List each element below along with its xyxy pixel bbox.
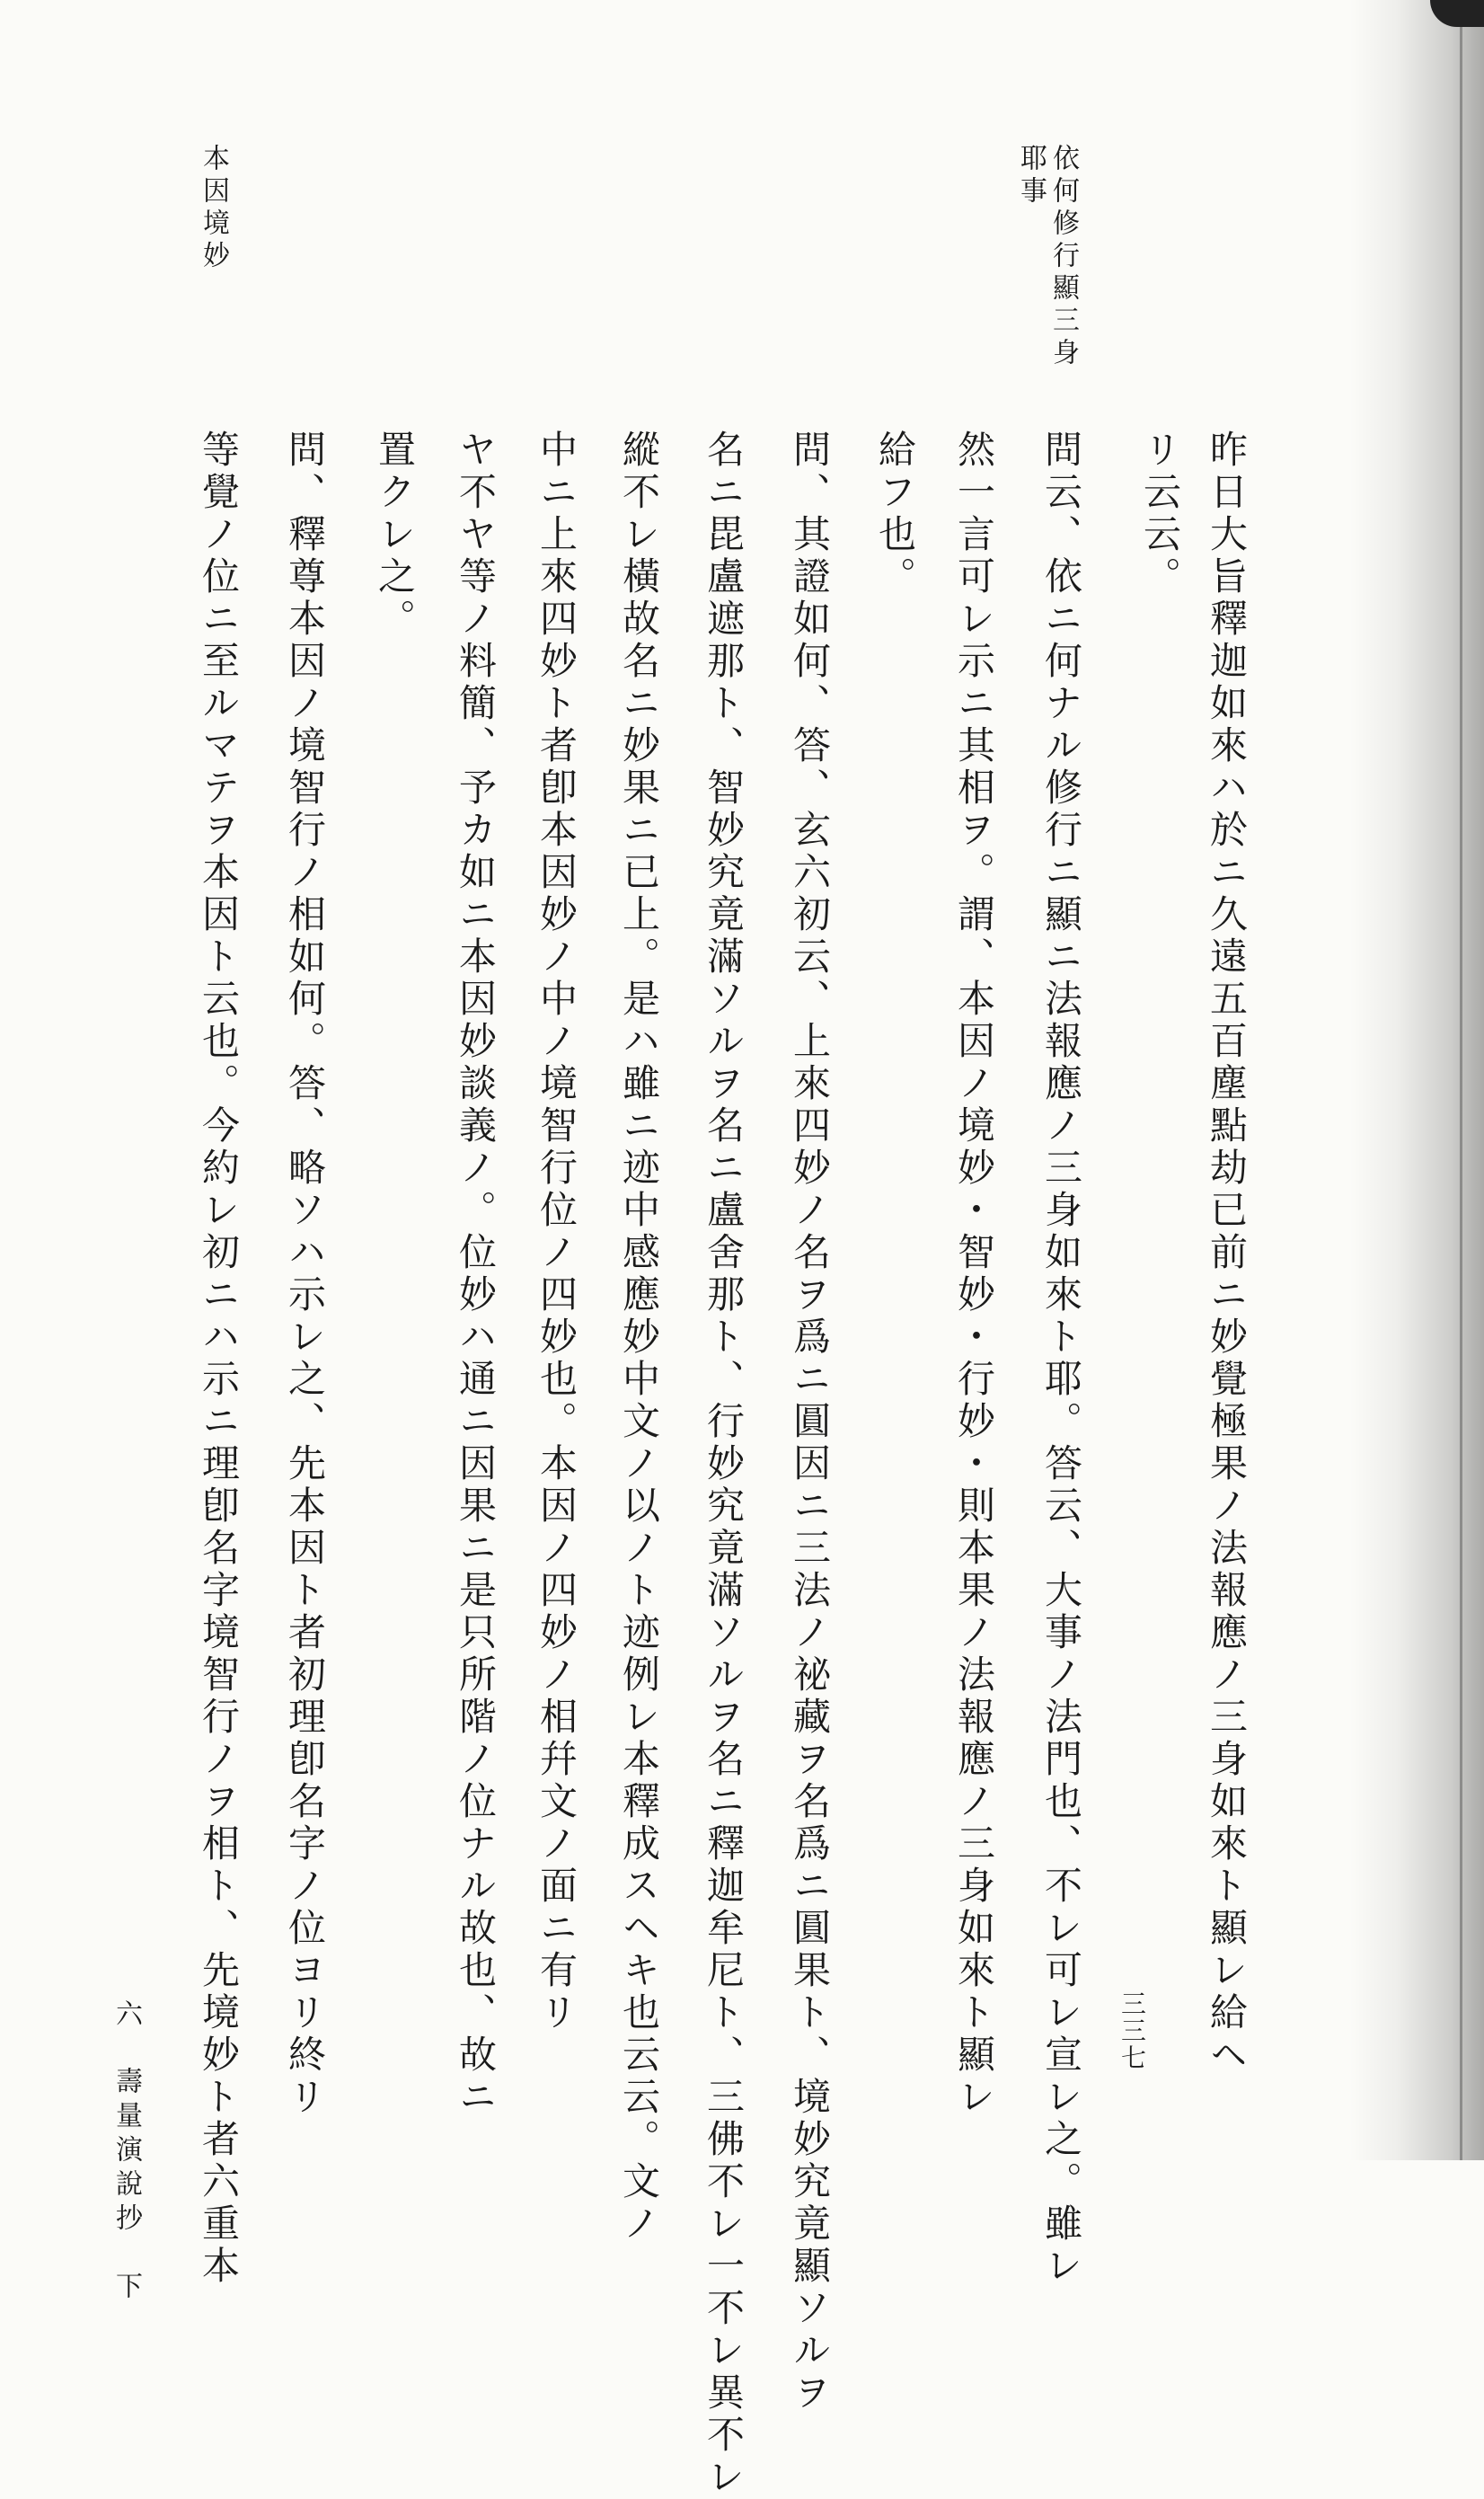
body-line-11: 置クレ之。 xyxy=(373,430,417,641)
chapter-number: 六 xyxy=(110,1999,142,2034)
body-line-9: 中ニ上來四妙ト者卽本因妙ノ中ノ境智行位ノ四妙也。本因ノ四妙ノ相幷文ノ面ニ有リ xyxy=(534,430,579,2034)
body-line-3: 問云、依ニ何ナル修行ニ顯ニ法報應ノ三身如來ト耶。答云、大事ノ法門也、不レ可レ宣レ之。雖レ xyxy=(1039,430,1083,2288)
head-note-line: 依何修行顯三身 xyxy=(1047,144,1079,370)
page-edge-shadow xyxy=(1349,0,1484,2160)
body-line-2: リ云云。 xyxy=(1138,430,1182,598)
body-line-5: 給フ也。 xyxy=(873,430,917,598)
body-line-12: 問、釋尊本因ノ境智行ノ相如何。答、略ソハ示レ之、先本因ト者初理卽名字ノ位ヨリ終リ xyxy=(283,430,327,2119)
body-line-4: 然一言可レ示ニ其相ヲ。謂、本因ノ境妙・智妙・行妙・則本果ノ法報應ノ三身如來ト顯レ xyxy=(952,430,996,2119)
body-line-13: 等覺ノ位ニ至ルマテヲ本因ト云也。今約レ初ニハ示ニ理卽名字境智行ノヲ相ト、先境妙ト者六重本 xyxy=(197,430,241,2288)
body-line-6: 問、其證如何、答、玄六初云、上來四妙ノ名ヲ爲ニ圓因ニ三法ノ祕藏ヲ名爲ニ圓果ト、境妙究竟顯ソルヲ xyxy=(788,430,832,2415)
body-line-10: ヤ不ヤ等ノ料簡、予カ如ニ本因妙談義ノ。位妙ハ通ニ因果ニ是只所階ノ位ナル故也、故ニ xyxy=(454,430,498,2119)
body-line-1: 昨日大旨釋迦如來ハ於ニ久遠五百塵點劫已前ニ妙覺極果ノ法報應ノ三身如來ト顯レ給ヘ xyxy=(1205,430,1249,2077)
body-line-8: 縱不レ橫故名ニ妙果ニ已上。是ハ雖ニ迹中感應妙中文ノ以ノト迹例レ本釋成スヘキ也云云。文ノ xyxy=(617,430,661,2246)
head-note-line: 耶事 xyxy=(1015,144,1047,208)
page-number: 三三七 xyxy=(1117,1990,1147,2071)
page-binding-edge xyxy=(1460,0,1462,2160)
body-line-7: 名ニ毘盧遮那ト、智妙究竟滿ソルヲ名ニ盧舍那ト、行妙究竟滿ソルヲ名ニ釋迦牟尼ト、三佛不レ一不レ異不レ xyxy=(702,430,746,2499)
head-note-line: 本因境妙 xyxy=(198,144,229,273)
book-title: 壽量演說抄 下 xyxy=(110,2067,142,2306)
